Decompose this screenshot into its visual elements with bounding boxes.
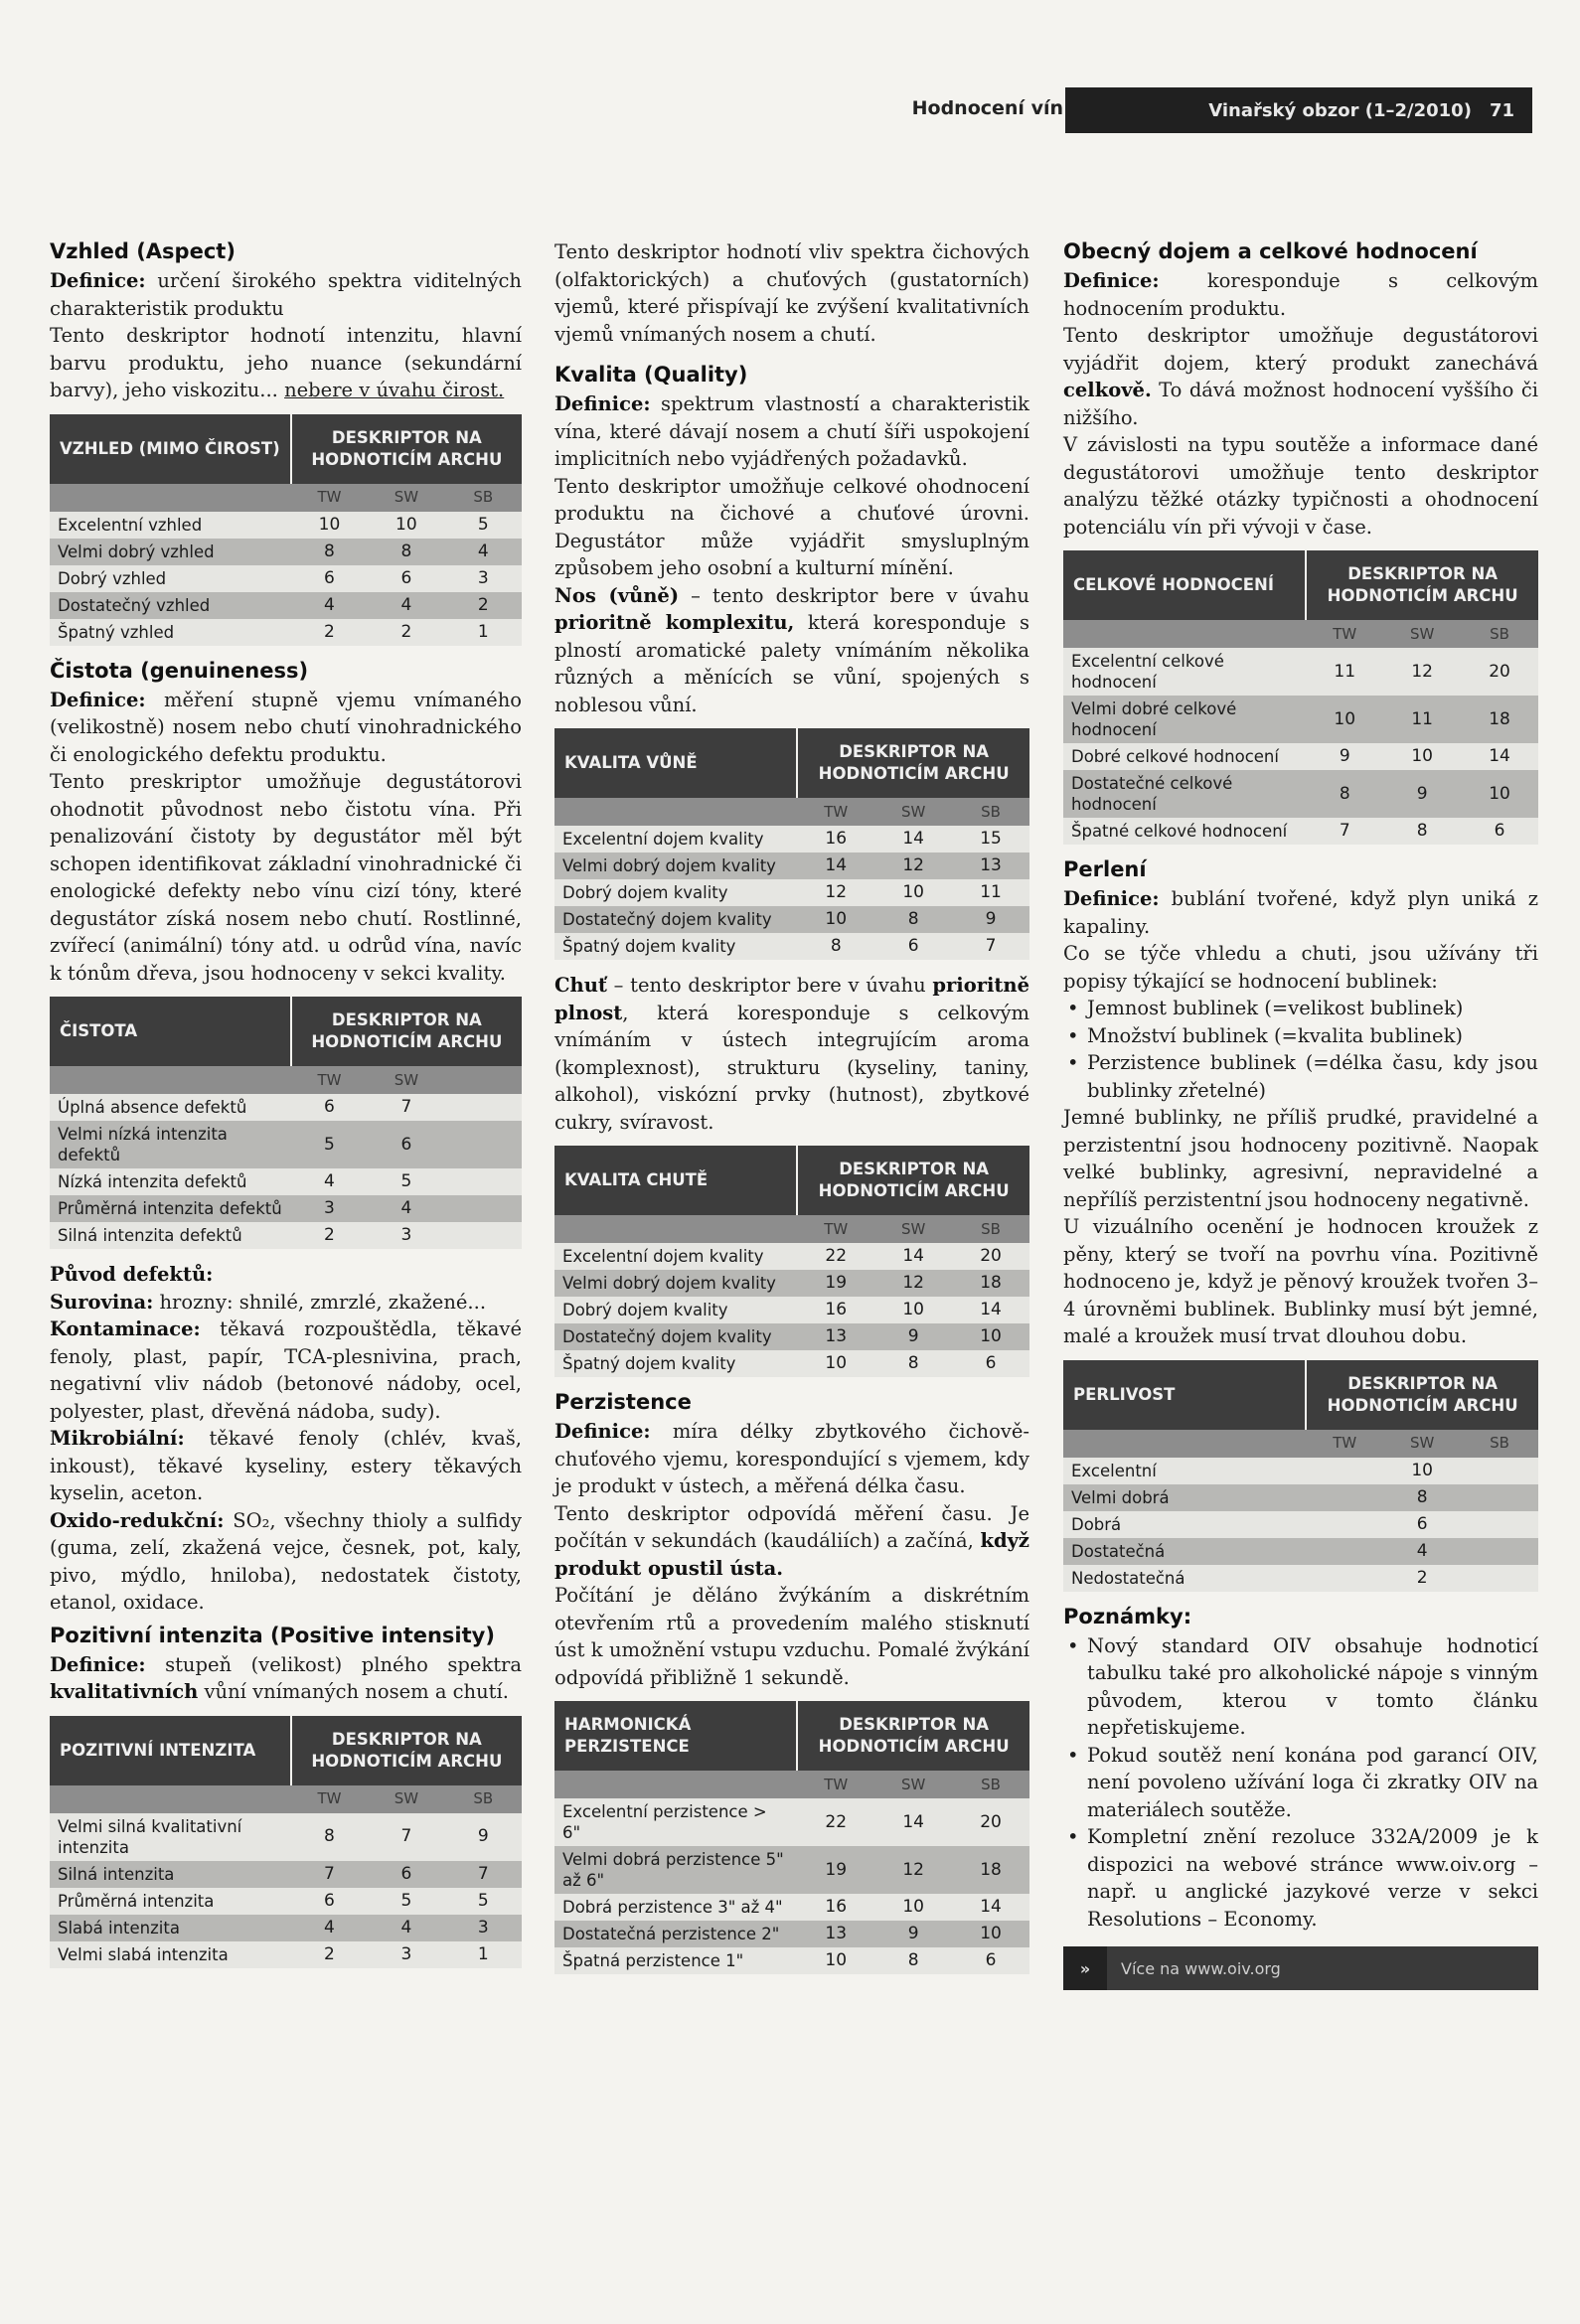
table-header-descriptor: DESKRIPTOR NA HODNOTICÍM ARCHU: [291, 1716, 522, 1785]
table-row: Špatné celkové hodnocení 7 8 6: [1063, 818, 1538, 845]
pozitivni-definition: Definice: stupeň (velikost) plného spektra kvalitativních vůní vnímaných nosem a chutí.: [50, 1652, 522, 1703]
table-header-descriptor: DESKRIPTOR NA HODNOTICÍM ARCHU: [291, 997, 522, 1066]
table-cistota: ČISTOTA DESKRIPTOR NA HODNOTICÍM ARCHU TW SW Úplná absence defektů 6 7 Velmi nízká intenzita defektů 5 6 Nízká intenzita defektů 4 5 Průměrná intenzita defektů 3 4 Silná intenzita defektů 2 3: [50, 997, 522, 1249]
list-item: • Perzistence bublinek (=délka času, kdy jsou bublinky zřetelné): [1063, 1049, 1538, 1104]
arrow-icon: »: [1063, 1946, 1107, 1990]
heading-perzistence: Perzistence: [554, 1390, 692, 1414]
chut-text: Chuť – tento deskriptor bere v úvahu prioritně plnost, která koresponduje s celkovým vnímáním v ústech integrujícím aroma (komplexnost), strukturu (kyseliny, taniny, alkohol), viskózní prvky (hutnost), zbytkové cukry, svíravost.: [554, 974, 1029, 1134]
list-item: • Množství bublinek (=kvalita bublinek): [1063, 1022, 1538, 1050]
perzistence-definition: Definice: míra délky zbytkového čichově-chuťového vjemu, korespondující s vjemem, kdy je produkt v ústech, a měřená délka času.: [554, 1420, 1029, 1497]
table-row: Dostatečná perzistence 2" 13 9 10: [554, 1921, 1029, 1947]
heading-pozitivni: Pozitivní intenzita (Positive intensity): [50, 1623, 495, 1647]
table-row: Průměrná intenzita 6 5 5: [50, 1888, 522, 1915]
kvalita-definition: Definice: spektrum vlastností a charakteristik vína, které dávají nosem a chutí šíři uspokojení implicitních nebo vyjádřených požadavků.: [554, 392, 1029, 470]
table-row: Dostatečné celkové hodnocení 8 9 10: [1063, 770, 1538, 818]
table-row: Dostatečný dojem kvality 13 9 10: [554, 1323, 1029, 1350]
table-harmonicka-perzistence: HARMONICKÁ PERZISTENCE DESKRIPTOR NA HODNOTICÍM ARCHU TW SW SB Excelentní perzistence > 6" 22 14 20 Velmi dobrá perzistence 5" až 6" 19 12 18 Dobrá perzistence 3" až 4" 16 10 14 Dostatečná perzistence 2" 13 9 10 Špatná perzistence 1" 10 8 6: [554, 1701, 1029, 1974]
table-celkove-hodnoceni: CELKOVÉ HODNOCENÍ DESKRIPTOR NA HODNOTICÍM ARCHU TW SW SB Excelentní celkové hodnocení 11 12 20 Velmi dobré celkové hodnocení 10 11 18 Dobré celkové hodnocení 9 10 14 Dostatečné celkové hodnocení 8 9 10 Špatné celkové hodnocení 7 8 6: [1063, 550, 1538, 845]
table-header-descriptor: DESKRIPTOR NA HODNOTICÍM ARCHU: [1306, 1360, 1538, 1430]
table-row: Dobrý dojem kvality 16 10 14: [554, 1297, 1029, 1323]
table-header-descriptor: DESKRIPTOR NA HODNOTICÍM ARCHU: [797, 728, 1029, 798]
table-row: Slabá intenzita 4 4 3: [50, 1915, 522, 1941]
table-row: Velmi silná kvalitativní intenzita 8 7 9: [50, 1813, 522, 1861]
table-header-descriptor: DESKRIPTOR NA HODNOTICÍM ARCHU: [797, 1701, 1029, 1771]
oiv-link-label: Více na www.oiv.org: [1121, 1958, 1281, 1978]
list-item: • Pokud soutěž není konána pod garancí OIV, není povoleno užívání loga či zkratky OIV na materiálech soutěže.: [1063, 1742, 1538, 1824]
table-row: Velmi slabá intenzita 2 3 1: [50, 1941, 522, 1968]
table-row: Excelentní vzhled 10 10 5: [50, 512, 522, 539]
table-row: Excelentní dojem kvality 16 14 15: [554, 826, 1029, 852]
table-row: Špatný vzhled 2 2 1: [50, 619, 522, 646]
table-kvalita-chute: KVALITA CHUTĚ DESKRIPTOR NA HODNOTICÍM ARCHU TW SW SB Excelentní dojem kvality 22 14 20 Velmi dobrý dojem kvality 19 12 18 Dobrý dojem kvality 16 10 14 Dostatečný dojem kvality 13 9 10 Špatný dojem kvality 10 8 6: [554, 1146, 1029, 1377]
column-2: [554, 238, 1029, 1986]
table-row: Velmi dobrý dojem kvality 14 12 13: [554, 852, 1029, 879]
perleni-list: [1063, 995, 1538, 1104]
puvod-kontaminace: Kontaminace: těkavá rozpouštědla, těkavé fenoly, plast, papír, TCA-plesnivina, prach, negativní vliv nádob (betonové nádoby, ocel, polyester, plast, dřevěná nádoba, sudy).: [50, 1317, 522, 1423]
puvod-oxido: Oxido-redukční: SO₂, všechny thioly a sulfidy (guma, zelí, zkažená vejce, česnek, pot, kaly, pivo, mýdlo, hniloba), nedostatek čistoty, etanol, oxidace.: [50, 1508, 522, 1614]
table-pozitivni: POZITIVNÍ INTENZITA DESKRIPTOR NA HODNOTICÍM ARCHU TW SW SB Velmi silná kvalitativní intenzita 8 7 9 Silná intenzita 7 6 7 Průměrná intenzita 6 5 5 Slabá intenzita 4 4 3 Velmi slabá intenzita 2 3 1: [50, 1716, 522, 1968]
table-header-label: PERLIVOST: [1063, 1360, 1306, 1430]
table-vzhled: VZHLED (MIMO ČIROST) DESKRIPTOR NA HODNOTICÍM ARCHU TW SW SB Excelentní vzhled 10 10 5 Velmi dobrý vzhled 8 8 4 Dobrý vzhled 6 6 3 Dostatečný vzhled 4 4 2 Špatný vzhled 2 2 1: [50, 414, 522, 646]
perleni-definition: Definice: bublání tvořené, když plyn uniká z kapaliny.: [1063, 887, 1538, 938]
table-header-label: POZITIVNÍ INTENZITA: [50, 1716, 291, 1785]
table-header-descriptor: DESKRIPTOR NA HODNOTICÍM ARCHU: [797, 1146, 1029, 1215]
heading-cistota: Čistota (genuineness): [50, 658, 309, 683]
puvod-mikrobialni: Mikrobiální: těkavé fenoly (chlév, kvaš, inkoust), těkavé kyseliny, estery těkavých kyselin, aceton.: [50, 1427, 522, 1504]
perleni-text: Co se týče vhledu a chuti, jsou užívány tři popisy týkající se hodnocení bublinek:: [1063, 942, 1538, 993]
column-1: [50, 238, 522, 1980]
cistota-definition: Definice: měření stupně vjemu vnímaného (velikostně) nosem nebo chutí vinohradnického či enologického defektu produktu.: [50, 688, 522, 766]
heading-perleni: Perlení: [1063, 857, 1147, 881]
table-header-label: KVALITA VŮNĚ: [554, 728, 797, 798]
table-row: Excelentní perzistence > 6" 22 14 20: [554, 1798, 1029, 1846]
table-row: Dobrá 6: [1063, 1511, 1538, 1538]
poznamky-list: [1063, 1632, 1538, 1934]
table-row: Dostatečný vzhled 4 4 2: [50, 592, 522, 619]
table-header-label: ČISTOTA: [50, 997, 291, 1066]
table-row: Dobrý dojem kvality 12 10 11: [554, 879, 1029, 906]
table-perlivost: PERLIVOST DESKRIPTOR NA HODNOTICÍM ARCHU TW SW SB Excelentní 10 Velmi dobrá 8 Dobrá 6 Dostatečná 4 Nedostatečná 2: [1063, 1360, 1538, 1592]
celkove-text-2: V závislosti na typu soutěže a informace dané degustátorovi umožňuje tento deskriptor analýzu těžké otázky typičnosti a ohodnocení potenciálu vín při vývoji v čase.: [1063, 433, 1538, 539]
nos-text: Nos (vůně) – tento deskriptor bere v úvahu prioritně komplexitu, která koresponduje s plností aromatické palety vnímáním několika různých a měnících se vůní, spojených s noblesou vůní.: [554, 583, 1030, 716]
journal-name: Vinařský obzor (1–2/2010): [1208, 99, 1472, 121]
table-header-label: CELKOVÉ HODNOCENÍ: [1063, 550, 1306, 620]
table-row: Velmi dobrá perzistence 5" až 6" 19 12 18: [554, 1846, 1029, 1894]
table-header-descriptor: DESKRIPTOR NA HODNOTICÍM ARCHU: [291, 414, 522, 484]
kvalita-intro: Tento deskriptor hodnotí vliv spektra čichových (olfaktorických) a chuťových (gustatorních) vjemů, které přispívají ke zvýšení kvalitativních vjemů vnímaných nosem a chutí.: [554, 240, 1029, 346]
table-row: Špatný dojem kvality 10 8 6: [554, 1350, 1029, 1377]
kvalita-text: Tento deskriptor umožňuje celkové ohodnocení produktu na čichové a chuťové úrovni. Degustátor může vyjádřit smysluplným způsobem jeho osobní a kulturní mínění.: [554, 474, 1029, 579]
cistota-text: Tento preskriptor umožňuje degustátorovi ohodnotit původnost nebo čistotu vína. Při penalizování čistoty by degustátor měl být schopen identifikovat základní vinohradnické či enologické defekty nebo vínu cizí tóny, které degustátor získá nosem nebo chutí. Rostlinné, zvířecí (animální) tóny atd. u odrůd vína, navíc k tónům dřeva, jsou hodnoceny v sekci kvality.: [50, 770, 522, 985]
table-row: Špatná perzistence 1" 10 8 6: [554, 1947, 1029, 1974]
perzistence-text: Tento deskriptor odpovídá měření času. Je počítán v sekundách (kaudáliích) a začíná, když produkt opustil ústa.: [554, 1501, 1029, 1580]
heading-kvalita: Kvalita (Quality): [554, 363, 748, 387]
table-row: Dobré celkové hodnocení 9 10 14: [1063, 743, 1538, 770]
journal-bar: [1065, 87, 1532, 133]
table-row: Nízká intenzita defektů 4 5: [50, 1168, 522, 1195]
vzhled-definition: Definice: určení širokého spektra viditelných charakteristik produktu: [50, 269, 522, 320]
table-row: Silná intenzita defektů 2 3: [50, 1222, 522, 1249]
perleni-text-2: Jemné bublinky, ne příliš prudké, pravidelné a perzistentní jsou hodnoceny pozitivně. Naopak velké bublinky, agresivní, nepravidelné a nepřílíš perzistentní jsou hodnoceny negativně.: [1063, 1106, 1538, 1211]
table-row: Nedostatečná 2: [1063, 1565, 1538, 1592]
table-row: Velmi dobrý dojem kvality 19 12 18: [554, 1270, 1029, 1297]
table-row: Dobrá perzistence 3" až 4" 16 10 14: [554, 1894, 1029, 1921]
table-row: Špatný dojem kvality 8 6 7: [554, 933, 1029, 960]
table-row: Velmi dobré celkové hodnocení 10 11 18: [1063, 696, 1538, 743]
celkove-definition: Definice: koresponduje s celkovým hodnocením produktu.: [1063, 269, 1538, 320]
table-row: Velmi dobrý vzhled 8 8 4: [50, 539, 522, 565]
table-row: Excelentní celkové hodnocení 11 12 20: [1063, 648, 1538, 696]
heading-poznamky: Poznámky:: [1063, 1604, 1192, 1628]
celkove-text: Tento deskriptor umožňuje degustátorovi vyjádřit dojem, který produkt zanechává celkově. To dává možnost hodnocení vyššího či nižšího.: [1063, 324, 1538, 429]
puvod-title: Původ defektů:: [50, 1263, 214, 1286]
table-header-descriptor: DESKRIPTOR NA HODNOTICÍM ARCHU: [1306, 550, 1538, 620]
perzistence-text-2: Počítání je děláno žvýkáním a diskrétním otevřením rtů a provedením malého stisknutí úst k umožnění vstupu vzduchu. Pomalé žvýkání odpovídá přibližně 1 sekundě.: [554, 1584, 1029, 1689]
table-row: Velmi dobrá 8: [1063, 1484, 1538, 1511]
perleni-text-3: U vizuálního ocenění je hodnocen kroužek z pěny, který se tvoří na povrhu vína. Pozitivně hodnoceno je, když je pěnový kroužek tvořen 3–4 úrovněmi bublinek. Bublinky musí být jemné, malé a kroužek musí trvat dlouhou dobu.: [1063, 1215, 1538, 1347]
vzhled-text: Tento deskriptor hodnotí intenzitu, hlavní barvu produktu, jeho nuance (sekundární barvy), jeho viskozitu... nebere v úvahu čirost.: [50, 324, 522, 401]
table-row: Průměrná intenzita defektů 3 4: [50, 1195, 522, 1222]
page-number: 71: [1489, 99, 1514, 121]
table-row: Excelentní dojem kvality 22 14 20: [554, 1243, 1029, 1270]
heading-vzhled: Vzhled (Aspect): [50, 239, 236, 263]
heading-celkove: Obecný dojem a celkové hodnocení: [1063, 239, 1478, 263]
table-header-label: VZHLED (MIMO ČIROST): [50, 414, 291, 484]
oiv-link[interactable]: [1063, 1946, 1538, 1990]
section-title: Hodnocení vín: [911, 97, 1063, 119]
table-header-label: KVALITA CHUTĚ: [554, 1146, 797, 1215]
table-row: Úplná absence defektů 6 7: [50, 1094, 522, 1121]
column-3: [1063, 238, 1538, 1990]
table-row: Dostatečná 4: [1063, 1538, 1538, 1565]
table-row: Dostatečný dojem kvality 10 8 9: [554, 906, 1029, 933]
table-kvalita-vune: KVALITA VŮNĚ DESKRIPTOR NA HODNOTICÍM ARCHU TW SW SB Excelentní dojem kvality 16 14 15 Velmi dobrý dojem kvality 14 12 13 Dobrý dojem kvality 12 10 11 Dostatečný dojem kvality 10 8 9 Špatný dojem kvality 8 6 7: [554, 728, 1029, 960]
list-item: • Nový standard OIV obsahuje hodnoticí tabulku také pro alkoholické nápoje s vinným původem, kterou v tomto článku nepřetiskujeme.: [1063, 1632, 1538, 1742]
table-header-label: HARMONICKÁ PERZISTENCE: [554, 1701, 797, 1771]
table-row: Velmi nízká intenzita defektů 5 6: [50, 1121, 522, 1168]
table-row: Dobrý vzhled 6 6 3: [50, 565, 522, 592]
page-header: [0, 87, 1580, 135]
list-item: • Kompletní znění rezoluce 332A/2009 je k dispozici na webové stránce www.oiv.org – např. u anglické jazykové verze v sekci Resolutions – Economy.: [1063, 1823, 1538, 1933]
list-item: • Jemnost bublinek (=velikost bublinek): [1063, 995, 1538, 1022]
puvod-surovina: Surovina: hrozny: shnilé, zmrzlé, zkažené...: [50, 1290, 487, 1314]
table-row: Excelentní 10: [1063, 1458, 1538, 1484]
table-row: Silná intenzita 7 6 7: [50, 1861, 522, 1888]
